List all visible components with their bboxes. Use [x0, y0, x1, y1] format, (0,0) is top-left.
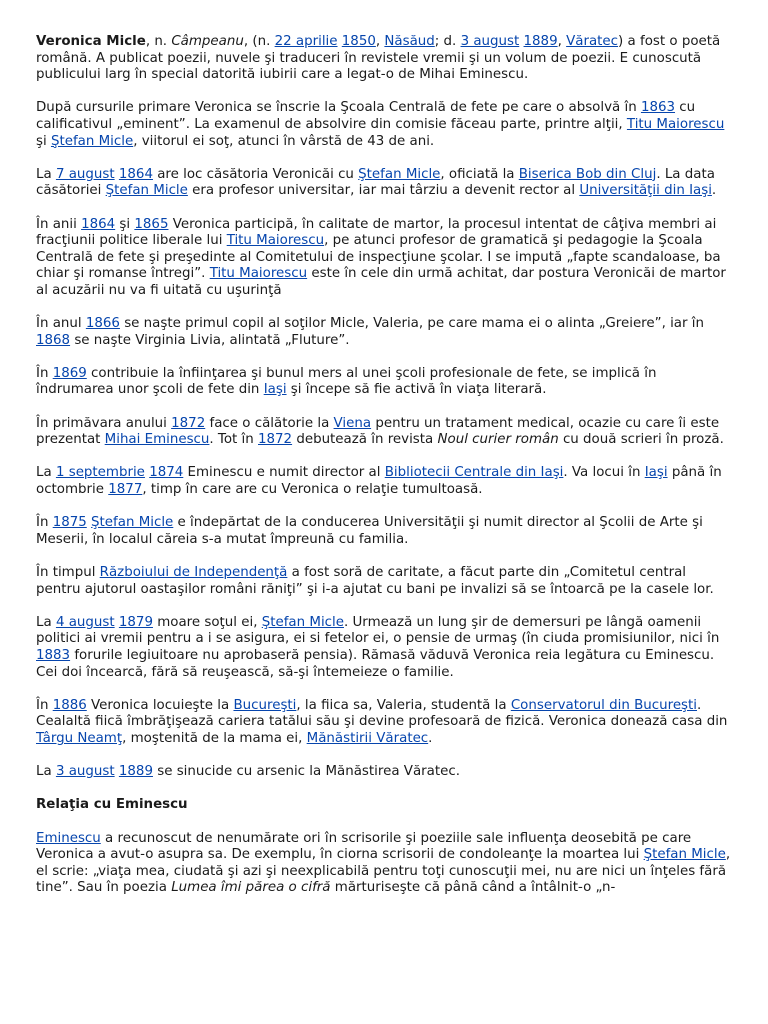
link[interactable]: Ştefan Micle	[91, 515, 174, 531]
paragraph-education	[36, 100, 732, 150]
link[interactable]: Mihai Eminescu	[104, 432, 210, 448]
text-run: În primăvara anului	[36, 415, 172, 431]
link[interactable]: Ştefan Micle	[358, 166, 441, 182]
link[interactable]: 1872	[258, 432, 293, 448]
text-run: pentru un tratament medical, ocazie cu care îi este prezentat	[36, 415, 720, 448]
article-body	[36, 34, 732, 913]
section-heading: Relaţia cu Eminescu	[36, 797, 188, 813]
italic-text: Câmpeanu	[171, 34, 244, 49]
link[interactable]: Titu Maiorescu	[226, 233, 325, 249]
text-run: se naşte Virginia Livia, alintată „Fluture”.	[70, 332, 350, 348]
text-run: După cursurile primare Veronica se înscrie la Şcoala Centrală de fete pe care o absolvă în	[36, 100, 641, 116]
paragraph-eminescu-iasi	[36, 465, 732, 498]
link[interactable]: 1872	[171, 415, 206, 431]
link[interactable]: Iaşi	[263, 382, 287, 398]
text-run: . Urmează un lung şir de demersuri pe lângă oamenii politici ai vremii pentru a i se asigura, ei si fetelor ei, o pensie de urmaş (în ciuda promisiunilor, nici în	[36, 614, 720, 647]
link[interactable]: 1875	[52, 515, 87, 531]
link[interactable]: Viena	[333, 415, 372, 431]
link[interactable]: Eminescu	[36, 830, 101, 846]
link[interactable]: Ştefan Micle	[105, 183, 188, 199]
paragraph-intro	[36, 34, 732, 84]
text-run: şi	[115, 216, 135, 232]
text-run: , pe atunci profesor de gramatică şi pedagogie la Şcoala Centrală de fete şi preşedinte al Comitetului de inspecţiune şcolar. I se impută „fapte scandaloase, ba chiar şi romanse întregi”.	[36, 233, 721, 282]
text-run: ; d.	[434, 34, 461, 49]
text-run: , timp în care are cu Veronica o relaţie tumultoasă.	[142, 482, 483, 498]
text-run: , la fiica sa, Valeria, studentă la	[296, 697, 511, 713]
text-run: , (n.	[243, 34, 275, 49]
paragraph-bucharest	[36, 698, 732, 748]
link[interactable]: Universităţii din Iaşi	[579, 183, 712, 199]
link[interactable]: 1 septembrie	[55, 465, 145, 481]
link[interactable]: Năsăud	[384, 34, 435, 49]
text-run: La	[36, 166, 56, 182]
link[interactable]: 1864	[118, 166, 153, 182]
link[interactable]: Bibliotecii Centrale din Iaşi	[384, 465, 564, 481]
text-run: , el scrie: „viaţa mea, ciudată şi azi şi neexplicabilă pentru toţi cunoscuţii mei, nu are nici un înţeles fără tine”. Sau în poezia	[36, 847, 731, 896]
link[interactable]: 22 aprilie	[274, 34, 338, 49]
text-run: , viitorul ei soţ, atunci în vârstă de 43 de ani.	[133, 133, 435, 149]
text-run: cu două scrieri în proză.	[558, 432, 724, 448]
link[interactable]: 1863	[640, 100, 676, 116]
text-run: face o călătorie la	[205, 415, 334, 431]
link[interactable]: 1879	[118, 614, 153, 630]
text-run: a recunoscut de nenumărate ori în scrisorile şi poeziile sale influenţa deosebită pe care Veronica a avut-o asupra sa. De exemplu, în ciorna scrisorii de condoleanţe la moartea lui	[36, 830, 692, 863]
link[interactable]: Ştefan Micle	[643, 847, 726, 863]
link[interactable]: 1866	[85, 316, 120, 332]
paragraph-death	[36, 764, 732, 781]
link[interactable]: 1889	[523, 34, 558, 49]
link[interactable]: Ştefan Micle	[50, 133, 134, 149]
paragraph-widow	[36, 615, 732, 681]
text-run: În timpul	[36, 565, 100, 580]
text-run: mărturiseşte că până când a întâlnit-o „n-	[330, 880, 616, 896]
link[interactable]: 1889	[118, 764, 153, 780]
text-run: ,	[375, 34, 385, 49]
text-run: Eminescu e numit director al	[183, 465, 385, 481]
text-run: ) a fost o poetă română. A publicat poezii, nuvele şi traduceri în revistele vremii şi un volum de poezii. E cunoscută publicului larg în special datorită iubirii care a legat-o de Mihai Eminescu.	[36, 34, 721, 83]
link[interactable]: 3 august	[55, 764, 115, 780]
text-run: În anul	[36, 316, 86, 332]
text-run: e îndepărtat de la conducerea Universităţii şi numit director al Şcolii de Arte şi Meserii, în localul căreia s-a mutat împreună cu familia.	[36, 515, 703, 547]
link[interactable]: 3 august	[460, 34, 520, 49]
paragraph-relation	[36, 831, 732, 897]
text-run: În anii	[36, 216, 82, 232]
link[interactable]: 1869	[52, 365, 87, 381]
text-run: are loc căsătoria Veronicăi cu	[152, 166, 359, 182]
link[interactable]: 7 august	[55, 166, 115, 182]
link[interactable]: Târgu Neamţ	[36, 730, 123, 746]
italic-text: Noul curier român	[437, 432, 559, 448]
paragraph-vienna	[36, 416, 732, 449]
text-run: . Tot în	[209, 432, 258, 448]
link[interactable]: 1868	[36, 332, 71, 348]
text-run: era profesor universitar, iar mai târziu a devenit rector al	[187, 183, 580, 199]
text-run: şi începe să fie activă în viaţa literară.	[286, 382, 547, 398]
text-run: până în octombrie	[36, 465, 722, 498]
link[interactable]: Bucureşti	[233, 697, 297, 713]
text-run: , moştenită de la mama ei,	[122, 730, 307, 746]
bold-text: Veronica Micle	[36, 34, 146, 49]
text-run: se naşte primul copil al soţilor Micle, Valeria, pe care mama ei o alinta „Greiere”, iar în	[119, 316, 704, 332]
paragraph-war	[36, 565, 732, 598]
link[interactable]: Biserica Bob din Cluj	[518, 166, 657, 182]
text-run: a fost soră de caritate, a făcut parte din „Comitetul central pentru ajutorul oastaşilor români răniţi” şi i-a ajutat cu bani pe invalizi să se întoarcă pe la casele lor.	[36, 565, 714, 597]
text-run: debutează în revista	[292, 432, 438, 448]
link[interactable]: 1874	[149, 465, 184, 481]
text-run: . Cealaltă fiică îmbrăţişează cariera tatălui său şi devine profesoară de fizică. Veronica donează casa din	[36, 697, 728, 730]
text-run: forurile legiuitoare nu aprobaseră pensia). Rămasă văduvă Veronica reia legătura cu Eminescu. Cei doi încearcă, fără să reuşească, să-şi întemeieze o familie.	[36, 647, 715, 680]
link[interactable]: 1865	[134, 216, 169, 232]
link[interactable]: 4 august	[55, 614, 115, 630]
link[interactable]: Ştefan Micle	[261, 614, 344, 630]
text-run: . La data căsătoriei	[36, 166, 715, 199]
italic-text: Lumea îmi părea o cifră	[171, 880, 331, 896]
link[interactable]: Iaşi	[644, 465, 668, 481]
text-run: În	[36, 515, 53, 531]
text-run: La	[36, 764, 56, 780]
link[interactable]: 1883	[36, 647, 71, 663]
link[interactable]: Mănăstirii Văratec	[306, 730, 429, 746]
text-run: moare soţul ei,	[152, 614, 262, 630]
text-run: Veronica participă, în calitate de martor, la procesul intentat de câţiva membri ai fracţiunii politice liberale lui	[36, 216, 717, 249]
link[interactable]: 1877	[108, 482, 143, 498]
link[interactable]: Titu Maiorescu	[209, 266, 308, 282]
text-run: este în cele din urmă achitat, dar postura Veronicăi de martor al acuzării nu va fi uitată cu uşurinţă	[36, 266, 726, 298]
text-run: , oficiată la	[440, 166, 519, 182]
link[interactable]: Titu Maiorescu	[626, 116, 725, 132]
text-run: , n.	[145, 34, 172, 49]
link[interactable]: Războiului de Independenţă	[99, 565, 288, 580]
text-run: şi	[36, 133, 51, 149]
link[interactable]: Conservatorul din Bucureşti	[510, 697, 698, 713]
text-run: . Va locui în	[563, 465, 645, 481]
text-run: contribuie la înfiinţarea şi bunul mers al unei şcoli profesionale de fete, se implică în îndrumarea unor şcoli de fete din	[36, 365, 657, 398]
text-run: În	[36, 697, 53, 713]
text-run: ,	[557, 34, 567, 49]
text-run: .	[711, 183, 717, 199]
paragraph-school	[36, 366, 732, 399]
text-run: La	[36, 614, 56, 630]
link[interactable]: Văratec	[566, 34, 619, 49]
link[interactable]: 1886	[52, 697, 87, 713]
link[interactable]: 1864	[81, 216, 116, 232]
text-run: La	[36, 465, 56, 481]
text-run: Veronica locuieşte la	[86, 697, 234, 713]
paragraph-trial	[36, 217, 732, 300]
paragraph-children	[36, 316, 732, 349]
paragraph-marriage	[36, 167, 732, 200]
text-run: cu calificativul „eminent”. La examenul de absolvire din comisie făceau parte, printre alţii,	[36, 100, 696, 132]
text-run: .	[428, 730, 433, 746]
text-run: se sinucide cu arsenic la Mănăstirea Văratec.	[152, 764, 460, 780]
link[interactable]: 1850	[341, 34, 376, 49]
text-run: În	[36, 365, 53, 381]
paragraph-1875	[36, 515, 732, 548]
